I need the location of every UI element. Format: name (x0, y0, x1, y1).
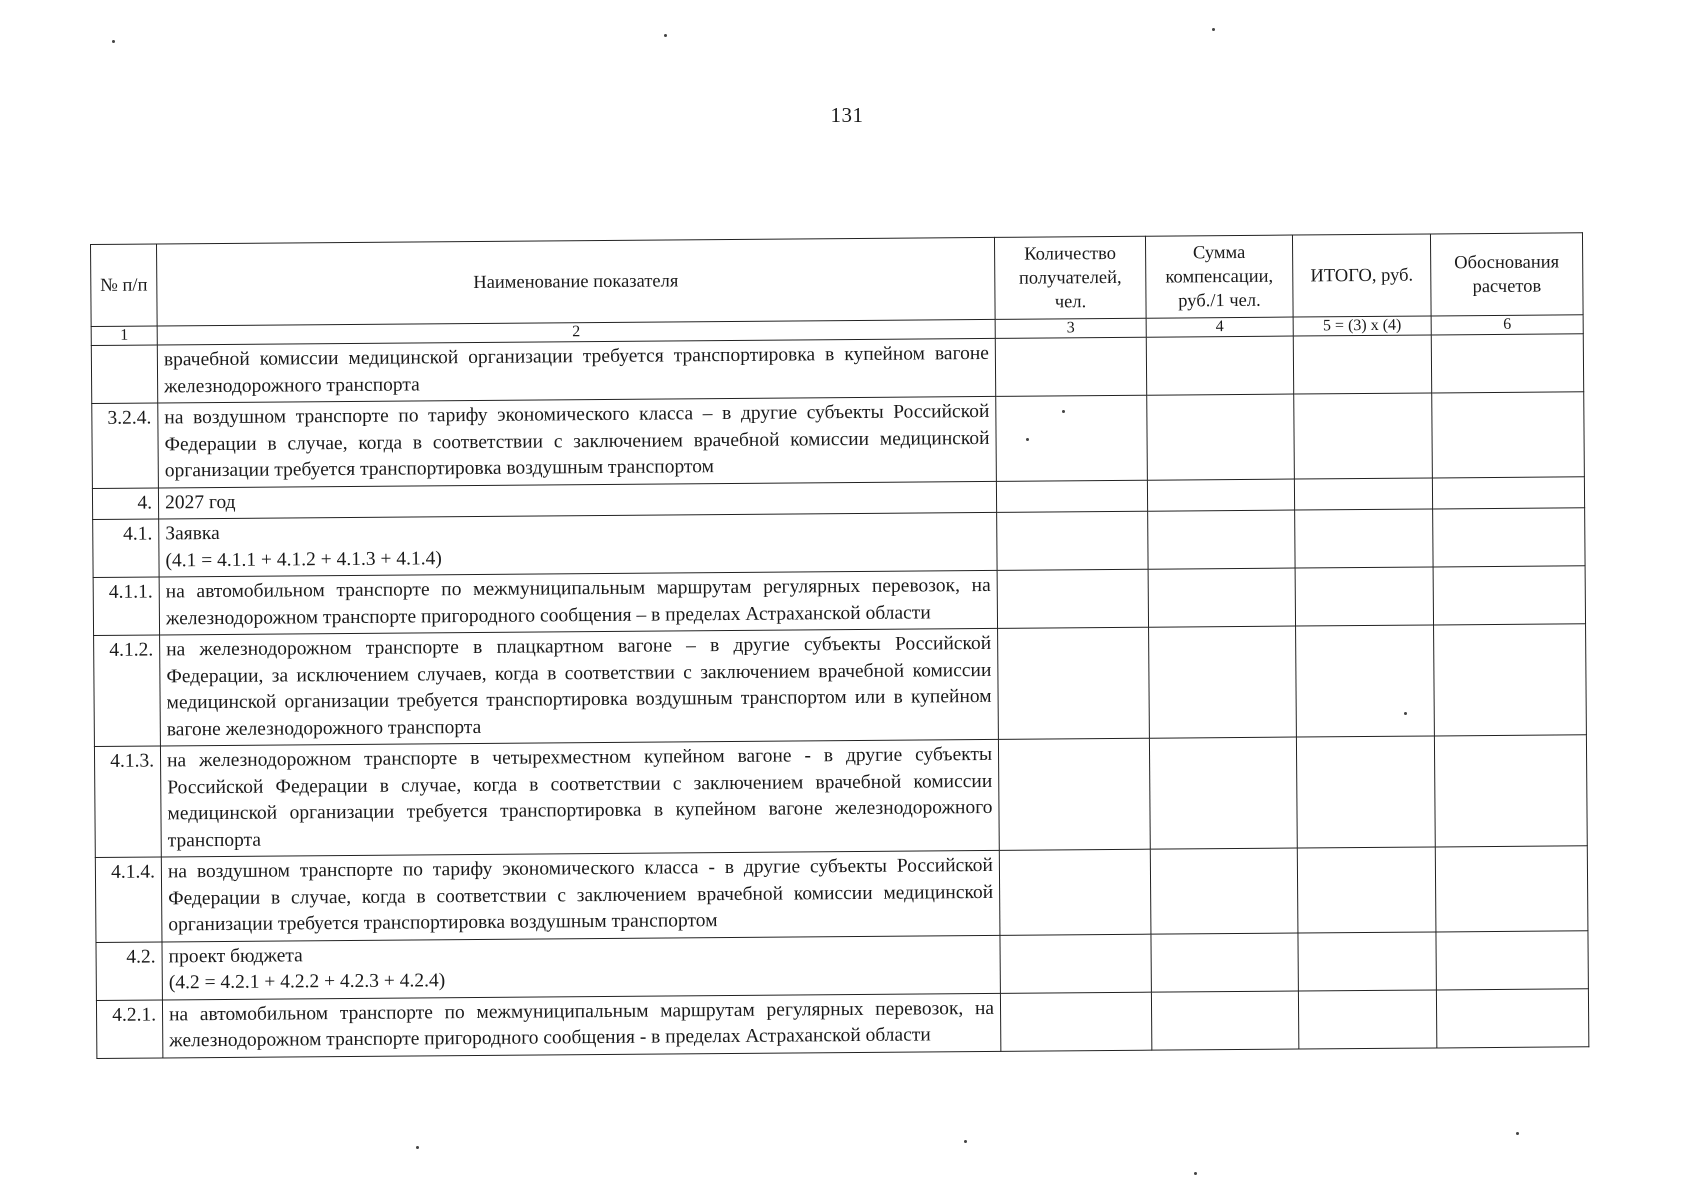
column-number: 5 = (3) х (4) (1293, 316, 1431, 336)
row-name: на железнодорожном транспорте в плацкартном вагоне – в другие субъекты Российской Федерации, за исключением случаев, когда в соответствии с заключением врачебной комиссии медицинской организации требуется транспортировка воздушным транспортом или в купейном вагоне железнодорожного транспорта (160, 628, 999, 746)
cell-compensation (1148, 510, 1295, 569)
header-recipients: Количество получателей, чел. (994, 236, 1146, 319)
cell-compensation (1148, 568, 1295, 627)
column-number: 6 (1431, 315, 1583, 335)
row-name (162, 935, 1000, 1000)
cell-compensation (1150, 848, 1298, 934)
row-number: 4.2.1. (96, 999, 162, 1058)
header-name: Наименование показателя (157, 237, 996, 326)
row-number: 4.1.2. (94, 635, 161, 747)
cell-total (1298, 931, 1436, 990)
cell-justification (1431, 334, 1583, 393)
row-name: на автомобильном транспорте по межмуниципальным маршрутам регулярных перевозок, на железнодорожном транспорте пригородного сообщения - в пределах Астраханской области (162, 993, 1000, 1058)
cell-recipients (996, 395, 1148, 481)
row-name: на воздушном транспорте по тарифу экономического класса – в другие субъекты Российской Федерации в случае, когда в соответствии с заключением врачебной комиссии медицинской организации требуется транспортировка воздушным транспортом (158, 396, 997, 487)
column-number: 3 (995, 318, 1146, 338)
scan-speck (1516, 1132, 1519, 1135)
row-name: на автомобильном транспорте по межмуниципальным маршрутам регулярных перевозок, на железнодорожном транспорте пригородного сообщения – в пределах Астраханской области (159, 570, 997, 635)
row-name: врачебной комиссии медицинской организации требуется транспортировка в купейном вагоне железнодорожного транспорта (157, 338, 995, 403)
cell-recipients (1000, 934, 1151, 993)
cell-total (1294, 477, 1432, 510)
indicator-table (90, 232, 1589, 1058)
cell-justification (1433, 566, 1585, 625)
scan-speck (112, 40, 115, 43)
column-number: 2 (157, 319, 995, 345)
row-name (159, 512, 997, 577)
cell-compensation (1149, 737, 1297, 849)
page-number: 131 (830, 103, 864, 127)
cell-compensation (1149, 626, 1297, 738)
scan-speck (1026, 438, 1029, 441)
table-row (96, 988, 1588, 1058)
table-row (94, 735, 1587, 858)
row-formula: (4.1 = 4.1.1 + 4.1.2 + 4.1.3 + 4.1.4) (165, 547, 442, 571)
table-row (94, 624, 1587, 747)
cell-recipients (998, 627, 1150, 739)
cell-total (1295, 509, 1433, 568)
row-number: 4.1. (93, 519, 159, 578)
cell-justification (1436, 930, 1588, 989)
cell-recipients (995, 337, 1146, 396)
row-name: 2027 год (158, 481, 996, 519)
header-row (91, 233, 1584, 327)
cell-recipients (998, 738, 1150, 850)
scan-speck (1404, 712, 1407, 715)
scan-speck (1194, 1172, 1197, 1175)
cell-recipients (1000, 992, 1151, 1051)
cell-justification (1435, 846, 1588, 932)
scan-speck (664, 34, 667, 37)
table-row (95, 846, 1588, 942)
column-number: 4 (1146, 317, 1293, 337)
header-total: ИТОГО, руб. (1292, 234, 1431, 317)
scan-speck (1212, 28, 1215, 31)
cell-recipients (999, 849, 1151, 935)
row-number: 4.1.1. (93, 577, 159, 636)
cell-justification (1434, 624, 1587, 736)
row-name: на железнодорожном транспорте в четырехместном купейном вагоне - в другие субъекты Российской Федерации в случае, когда в соответствии с заключением врачебной комиссии медицинской организации требуется транспортировка в купейном вагоне железнодорожного транспорта (160, 739, 999, 857)
cell-recipients (997, 569, 1148, 628)
column-number: 1 (91, 326, 157, 346)
cell-total (1297, 847, 1436, 933)
cell-justification (1432, 392, 1585, 478)
cell-recipients (996, 480, 1147, 513)
scan-speck (964, 1140, 967, 1143)
cell-compensation (1146, 336, 1293, 395)
cell-total (1295, 567, 1433, 626)
header-compensation: Сумма компенсации, руб./1 чел. (1145, 235, 1293, 318)
row-number: 4.2. (96, 941, 162, 1000)
header-num: № п/п (91, 244, 158, 327)
cell-total (1296, 736, 1435, 848)
cell-total (1293, 335, 1431, 394)
cell-justification (1433, 508, 1585, 567)
scan-speck (1062, 410, 1065, 413)
row-number (91, 345, 157, 404)
cell-justification (1432, 476, 1584, 509)
cell-recipients (997, 511, 1148, 570)
row-number: 3.2.4. (92, 403, 159, 488)
table-row (92, 392, 1585, 488)
row-formula: (4.2 = 4.2.1 + 4.2.2 + 4.2.3 + 4.2.4) (168, 970, 446, 994)
cell-compensation (1151, 933, 1298, 992)
cell-compensation (1151, 991, 1298, 1050)
cell-compensation (1147, 479, 1294, 512)
cell-total (1296, 625, 1435, 737)
cell-justification (1436, 988, 1588, 1047)
row-number: 4.1.3. (94, 746, 161, 858)
row-number: 4.1.4. (95, 857, 162, 942)
scan-speck (416, 1146, 419, 1149)
row-name-line: проект бюджета (168, 944, 303, 967)
row-number: 4. (92, 487, 158, 519)
header-justification: Обоснования расчетов (1430, 233, 1583, 316)
cell-compensation (1147, 394, 1295, 480)
cell-justification (1434, 735, 1587, 847)
row-name-line: Заявка (165, 522, 220, 545)
row-name: на воздушном транспорте по тарифу экономического класса - в другие субъекты Российской Федерации в случае, когда в соответствии с заключением врачебной комиссии медицинской организации требуется транспортировка воздушным транспортом (161, 850, 1000, 941)
cell-total (1298, 989, 1436, 1048)
cell-total (1294, 393, 1433, 479)
